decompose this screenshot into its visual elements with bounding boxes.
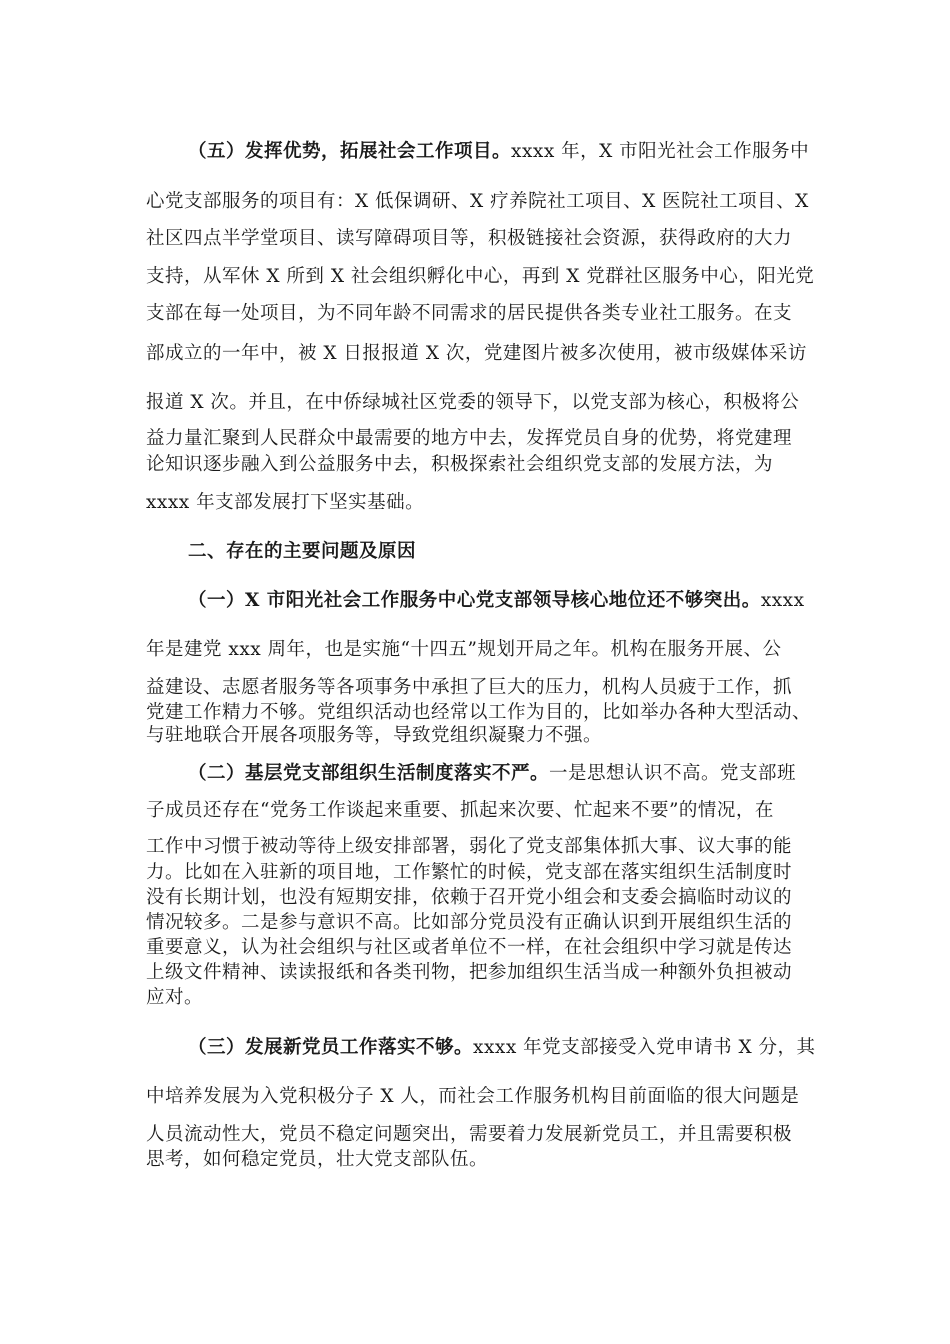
section-heading-2-text: 二、存在的主要问题及原因 bbox=[188, 541, 417, 562]
heading-5: （五）发挥优势，拓展社会工作项目。 bbox=[188, 141, 512, 162]
paragraph-5-line-3: 社区四点半学堂项目、读写障碍项目等，积极链接社会资源，获得政府的大力 bbox=[146, 228, 793, 249]
paragraph-2-line-4: 力。比如在入驻新的项目地，工作繁忙的时候，党支部在落实组织生活制度时 bbox=[146, 862, 793, 883]
paragraph-1-line-4: 党建工作精力不够。党组织活动也经常以工作为目的，比如举办各种大型活动、 bbox=[146, 702, 812, 723]
paragraph-2-line-3: 工作中习惯于被动等待上级安排部署，弱化了党支部集体抓大事、议大事的能 bbox=[146, 836, 793, 857]
paragraph-2-line-1 bbox=[188, 759, 796, 785]
heading-3: （三）发展新党员工作落实不够。 bbox=[188, 1037, 474, 1058]
paragraph-1-line-2: 年是建党 xxx 周年，也是实施“十四五”规划开局之年。机构在服务开展、公 bbox=[146, 639, 782, 660]
paragraph-2-line-8: 上级文件精神、读读报纸和各类刊物，把参加组织生活当成一种额外负担被动 bbox=[146, 962, 793, 983]
heading-1: （一）X 市阳光社会工作服务中心党支部领导核心地位还不够突出。 bbox=[188, 590, 761, 611]
heading-3-text: xxxx 年党支部接受入党申请书 X 分，其 bbox=[473, 1037, 816, 1058]
paragraph-3-line-1 bbox=[188, 1033, 816, 1059]
paragraph-5-line-1 bbox=[188, 137, 809, 163]
section-heading-2 bbox=[188, 537, 416, 563]
paragraph-5-line-7: 报道 X 次。并且，在中侨绿城社区党委的领导下，以党支部为核心，积极将公 bbox=[146, 392, 800, 413]
paragraph-3-line-4: 思考，如何稳定党员，壮大党支部队伍。 bbox=[146, 1149, 489, 1170]
paragraph-5-line-4: 支持，从军休 X 所到 X 社会组织孵化中心，再到 X 党群社区服务中心，阳光党 bbox=[146, 266, 815, 287]
paragraph-2-line-9: 应对。 bbox=[146, 987, 204, 1008]
heading-2: （二）基层党支部组织生活制度落实不严。 bbox=[188, 763, 550, 784]
heading-2-text: 一是思想认识不高。党支部班 bbox=[549, 763, 797, 784]
paragraph-1-line-1 bbox=[188, 586, 805, 612]
paragraph-5-line-2: 心党支部服务的项目有：X 低保调研、X 疗养院社工项目、X 医院社工项目、X bbox=[146, 191, 809, 212]
heading-5-text: xxxx 年，X 市阳光社会工作服务中 bbox=[511, 141, 810, 162]
paragraph-5-line-6: 部成立的一年中，被 X 日报报道 X 次，党建图片被多次使用，被市级媒体采访 bbox=[146, 343, 807, 364]
paragraph-2-line-6: 情况较多。二是参与意识不高。比如部分党员没有正确认识到开展组织生活的 bbox=[146, 912, 793, 933]
paragraph-3-line-2: 中培养发展为入党积极分子 X 人，而社会工作服务机构目前面临的很大问题是 bbox=[146, 1086, 800, 1107]
paragraph-5-line-9: 论知识逐步融入到公益服务中去，积极探索社会组织党支部的发展方法，为 bbox=[146, 454, 774, 475]
paragraph-2-line-2: 子成员还存在“党务工作谈起来重要、抓起来次要、忙起来不要”的情况，在 bbox=[146, 800, 774, 821]
paragraph-5-line-5: 支部在每一处项目，为不同年龄不同需求的居民提供各类专业社工服务。在支 bbox=[146, 303, 793, 324]
paragraph-5-line-8: 益力量汇聚到人民群众中最需要的地方中去，发挥党员自身的优势，将党建理 bbox=[146, 428, 793, 449]
paragraph-5-line-10: xxxx 年支部发展打下坚实基础。 bbox=[146, 492, 425, 513]
paragraph-2-line-5: 没有长期计划，也没有短期安排，依赖于召开党小组会和支委会搞临时动议的 bbox=[146, 887, 793, 908]
paragraph-2-line-7: 重要意义，认为社会组织与社区或者单位不一样，在社会组织中学习就是传达 bbox=[146, 937, 793, 958]
heading-1-text: xxxx bbox=[760, 590, 805, 611]
paragraph-1-line-3: 益建设、志愿者服务等各项事务中承担了巨大的压力，机构人员疲于工作，抓 bbox=[146, 677, 793, 698]
paragraph-1-line-5: 与驻地联合开展各项服务等，导致党组织凝聚力不强。 bbox=[146, 725, 603, 746]
paragraph-3-line-3: 人员流动性大，党员不稳定问题突出，需要着力发展新党员工，并且需要积极 bbox=[146, 1124, 793, 1145]
